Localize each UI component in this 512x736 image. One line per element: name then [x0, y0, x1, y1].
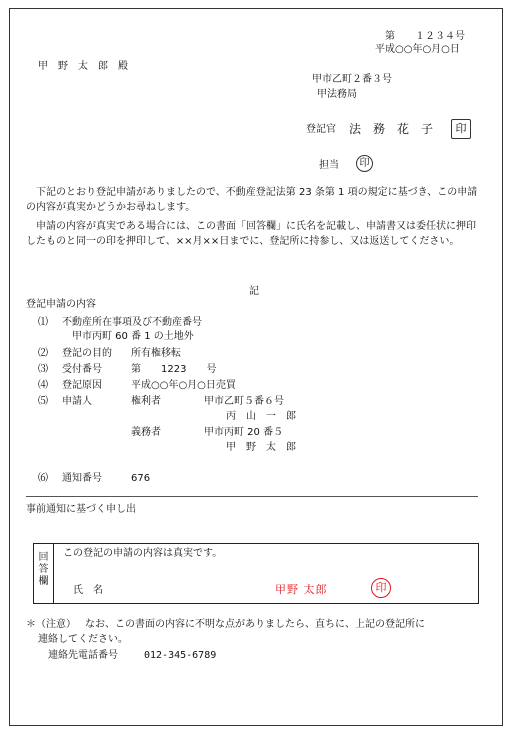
sender-office: 甲法務局	[317, 89, 357, 100]
sender-address: 甲市乙町２番３号	[312, 74, 392, 85]
item-2-num: ⑵	[38, 348, 48, 359]
note-text: なお、この書面の内容に不明な点がありましたら、直ちに、上記の登記所に	[85, 619, 425, 630]
addressee: 甲 野 太 郎 殿	[38, 61, 128, 72]
item-4-num: ⑷	[38, 380, 48, 391]
item-1-num: ⑴	[38, 317, 48, 328]
item-4-value: 平成○○年○月○日売買	[131, 380, 236, 391]
ki-heading: 記	[249, 286, 259, 297]
item-6-num: ⑹	[38, 473, 48, 484]
property-value: 甲市丙町 60 番 1 の土地外	[72, 331, 194, 342]
item-3-label: 受付番号	[62, 364, 102, 375]
answer-name-value[interactable]: 甲野 太郎	[275, 583, 328, 596]
phone-label: 連絡先電話番号	[48, 650, 118, 661]
details-heading: 登記申請の内容	[26, 299, 96, 310]
item-3-num: ⑶	[38, 364, 48, 375]
doc-date: 平成○○年○月○日	[375, 44, 460, 55]
answer-header: 回答欄	[34, 544, 54, 603]
answer-name-label: 氏 名	[73, 585, 103, 596]
rights-holder-address: 甲市乙町５番６号	[204, 396, 284, 407]
registrar-seal: 印	[451, 119, 471, 139]
note-mark: ＊（注意）	[26, 619, 76, 630]
section-divider	[26, 496, 478, 497]
prior-notice-heading: 事前通知に基づく申し出	[26, 504, 136, 515]
rights-holder-label: 権利者	[131, 396, 161, 407]
item-2-value: 所有権移転	[131, 348, 181, 359]
item-3-value: 第 1223 号	[131, 364, 217, 375]
item-6-label: 通知番号	[62, 473, 102, 484]
rights-holder-name: 丙 山 一 郎	[226, 411, 296, 422]
item-5-num: ⑸	[38, 396, 48, 407]
registrar-name: 法 務 花 子	[349, 122, 434, 136]
obligor-name: 甲 野 太 郎	[226, 442, 296, 453]
obligor-label: 義務者	[131, 427, 161, 438]
body-paragraph-1: 下記のとおり登記申請がありましたので、不動産登記法第 23 条第 1 項の規定に基づき、この申請の内容が真実かどうかお尋ねします。	[26, 187, 478, 213]
note-text-2: 連絡してください。	[38, 634, 128, 645]
item-2-label: 登記の目的	[62, 348, 112, 359]
item-4-label: 登記原因	[62, 380, 102, 391]
answer-statement: この登記の申請の内容は真実です。	[63, 548, 223, 559]
tantou-label: 担当	[319, 160, 339, 171]
item-1-label: 不動産所在事項及び不動産番号	[62, 317, 202, 328]
doc-number: 第 １２３４号	[385, 31, 465, 42]
item-6-value: 676	[131, 473, 151, 484]
registrar-label: 登記官	[306, 124, 336, 135]
tantou-seal: 印	[356, 155, 373, 172]
item-5-label: 申請人	[62, 396, 92, 407]
phone-value: 012-345-6789	[144, 650, 217, 661]
obligor-address: 甲市丙町 20 番５	[204, 427, 284, 438]
answer-seal: 印	[371, 578, 391, 598]
body-paragraph-2: 申請の内容が真実である場合には、この書面「回答欄」に氏名を記載し、申請書又は委任状に押印したものと同一の印を押印して、××月××日までに、登記所に持参し、又は返送してください。	[26, 221, 476, 247]
